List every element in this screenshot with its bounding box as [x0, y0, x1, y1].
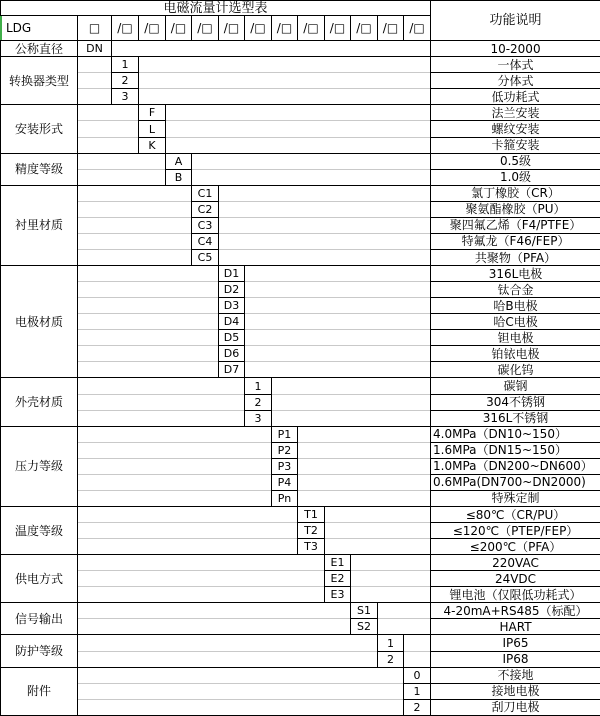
option-code: T1 — [298, 506, 325, 522]
spacer-cell — [78, 378, 245, 394]
option-description: 锂电池（仅限低功耗式） — [431, 587, 600, 603]
option-code: C3 — [192, 217, 219, 233]
option-code: D6 — [219, 346, 245, 362]
option-code: 1 — [378, 635, 404, 651]
spacer-cell — [78, 201, 192, 217]
table-row — [1, 121, 600, 137]
option-description: 钛合金 — [431, 282, 600, 298]
option-code: T3 — [298, 539, 325, 555]
table-row — [1, 282, 600, 298]
spacer-cell — [78, 571, 325, 587]
option-description: 聚氨酯橡胶（PU） — [431, 201, 600, 217]
spacer-cell — [78, 490, 272, 506]
spacer-cell — [78, 635, 378, 651]
spacer-cell — [298, 458, 431, 474]
table-row — [1, 346, 600, 362]
spacer-cell — [298, 426, 431, 442]
option-code: 1 — [245, 378, 272, 394]
option-code: E3 — [325, 587, 351, 603]
table-row — [1, 619, 600, 635]
option-description: 铂铱电极 — [431, 346, 600, 362]
table-row — [1, 378, 600, 394]
spacer-cell — [139, 89, 431, 105]
spacer-cell — [325, 523, 431, 539]
option-description: 刮刀电极 — [431, 699, 600, 715]
option-code: C1 — [192, 185, 219, 201]
table-row — [1, 314, 600, 330]
option-code: C2 — [192, 201, 219, 217]
spacer-cell — [351, 571, 431, 587]
option-description: 220VAC — [431, 555, 600, 571]
spacer-cell — [192, 169, 431, 185]
category-label: 温度等级 — [1, 506, 78, 554]
option-code: Pn — [272, 490, 298, 506]
spacer-cell — [325, 506, 431, 522]
table-row — [1, 555, 600, 571]
option-code: S2 — [351, 619, 378, 635]
spacer-cell — [245, 282, 431, 298]
spacer-cell — [272, 410, 431, 426]
category-label: 安装形式 — [1, 105, 78, 153]
table-row — [1, 442, 600, 458]
spacer-cell — [78, 73, 112, 89]
option-description: ≤120℃（PTEP/FEP） — [431, 523, 600, 539]
category-label: 精度等级 — [1, 153, 78, 185]
option-description: 316L不锈钢 — [431, 410, 600, 426]
table-row — [1, 105, 600, 121]
option-code: P1 — [272, 426, 298, 442]
option-description: 哈B电极 — [431, 298, 600, 314]
option-description: 0.6MPa(DN700~DN2000) — [431, 474, 600, 490]
table-row — [1, 523, 600, 539]
model-slot: /□ — [166, 16, 192, 41]
option-code: D1 — [219, 266, 245, 282]
spacer-cell — [245, 266, 431, 282]
category-label: 供电方式 — [1, 555, 78, 603]
spacer-cell — [139, 73, 431, 89]
table-row — [1, 490, 600, 506]
selection-table-body — [1, 1, 600, 716]
spacer-cell — [78, 362, 219, 378]
spacer-cell — [78, 651, 378, 667]
table-row — [1, 506, 600, 522]
table-row — [1, 330, 600, 346]
spacer-cell — [78, 346, 219, 362]
model-slot: /□ — [298, 16, 325, 41]
spacer-cell — [78, 153, 166, 169]
model-slot: /□ — [351, 16, 378, 41]
option-description: ≤80℃（CR/PU） — [431, 506, 600, 522]
spacer-cell — [78, 442, 272, 458]
spacer-cell — [245, 362, 431, 378]
spacer-cell — [78, 699, 404, 715]
option-description: 低功耗式 — [431, 89, 600, 105]
table-row — [1, 410, 600, 426]
spacer-cell — [298, 474, 431, 490]
spacer-cell — [78, 137, 139, 153]
spacer-cell — [78, 314, 219, 330]
table-row — [1, 539, 600, 555]
table-row — [1, 635, 600, 651]
option-code: 2 — [404, 699, 431, 715]
category-label: 信号输出 — [1, 603, 78, 635]
spacer-cell — [219, 185, 431, 201]
table-row — [1, 298, 600, 314]
table-row — [1, 266, 600, 282]
spacer-cell — [112, 41, 431, 57]
spacer-cell — [78, 458, 272, 474]
table-row — [1, 217, 600, 233]
model-slot: /□ — [219, 16, 245, 41]
spacer-cell — [78, 233, 192, 249]
category-label: 衬里材质 — [1, 185, 78, 265]
spacer-cell — [78, 603, 351, 619]
spacer-cell — [378, 603, 431, 619]
option-code: 2 — [378, 651, 404, 667]
option-code: 3 — [112, 89, 139, 105]
spacer-cell — [378, 619, 431, 635]
spacer-cell — [78, 169, 166, 185]
spacer-cell — [78, 330, 219, 346]
table-row — [1, 571, 600, 587]
category-label: 转换器类型 — [1, 57, 78, 105]
spacer-cell — [272, 378, 431, 394]
spacer-cell — [78, 121, 139, 137]
spacer-cell — [78, 523, 298, 539]
table-row — [1, 137, 600, 153]
table-row — [1, 699, 600, 715]
model-slot: /□ — [272, 16, 298, 41]
option-description: 1.0级 — [431, 169, 600, 185]
spacer-cell — [298, 442, 431, 458]
model-slot: /□ — [378, 16, 404, 41]
option-description: 共聚物（PFA） — [431, 249, 600, 265]
option-description: 316L电极 — [431, 266, 600, 282]
spacer-cell — [219, 249, 431, 265]
spacer-cell — [166, 121, 431, 137]
option-code: 2 — [112, 73, 139, 89]
spacer-cell — [78, 249, 192, 265]
category-label: 公称直径 — [1, 41, 78, 57]
spacer-cell — [404, 635, 431, 651]
spacer-cell — [78, 217, 192, 233]
table-row — [1, 185, 600, 201]
option-description: 钽电极 — [431, 330, 600, 346]
spacer-cell — [272, 394, 431, 410]
model-slot: /□ — [112, 16, 139, 41]
option-description: ≤200℃（PFA） — [431, 539, 600, 555]
spacer-cell — [78, 105, 139, 121]
spacer-cell — [219, 217, 431, 233]
spacer-cell — [166, 137, 431, 153]
table-row — [1, 458, 600, 474]
table-row — [1, 169, 600, 185]
spacer-cell — [219, 233, 431, 249]
spacer-cell — [325, 539, 431, 555]
page-title: 电磁流量计选型表 — [1, 1, 431, 16]
spacer-cell — [245, 314, 431, 330]
spacer-cell — [78, 474, 272, 490]
spacer-cell — [78, 57, 112, 73]
model-slot: /□ — [245, 16, 272, 41]
option-code: 3 — [245, 410, 272, 426]
option-code: D7 — [219, 362, 245, 378]
category-label: 外壳材质 — [1, 378, 78, 426]
spacer-cell — [166, 105, 431, 121]
spacer-cell — [78, 394, 245, 410]
option-code: K — [139, 137, 166, 153]
option-code: 1 — [404, 683, 431, 699]
table-row — [1, 683, 600, 699]
spacer-cell — [351, 587, 431, 603]
option-code: C5 — [192, 249, 219, 265]
table-row — [1, 603, 600, 619]
option-description: IP68 — [431, 651, 600, 667]
green-flag-mark — [0, 16, 2, 40]
option-description: 一体式 — [431, 57, 600, 73]
table-row — [1, 394, 600, 410]
option-code: 1 — [112, 57, 139, 73]
spacer-cell — [78, 555, 325, 571]
category-label: 附件 — [1, 667, 78, 715]
option-description: 分体式 — [431, 73, 600, 89]
spacer-cell — [245, 330, 431, 346]
spacer-cell — [78, 506, 298, 522]
option-code: P2 — [272, 442, 298, 458]
table-row — [1, 233, 600, 249]
option-description: 4.0MPa（DN10~150） — [431, 426, 600, 442]
option-description: IP65 — [431, 635, 600, 651]
option-description: 304不锈钢 — [431, 394, 600, 410]
table-row — [1, 651, 600, 667]
option-description: 10-2000 — [431, 41, 600, 57]
option-code: F — [139, 105, 166, 121]
option-code: D4 — [219, 314, 245, 330]
spacer-cell — [78, 683, 404, 699]
spacer-cell — [139, 57, 431, 73]
category-label: 压力等级 — [1, 426, 78, 506]
spacer-cell — [78, 282, 219, 298]
table-row — [1, 362, 600, 378]
spacer-cell — [78, 185, 192, 201]
option-code: 2 — [245, 394, 272, 410]
spacer-cell — [192, 153, 431, 169]
model-slot: /□ — [404, 16, 431, 41]
spacer-cell — [219, 201, 431, 217]
option-description: 碳钢 — [431, 378, 600, 394]
option-code: D5 — [219, 330, 245, 346]
option-description: 碳化钨 — [431, 362, 600, 378]
category-label: 防护等级 — [1, 635, 78, 667]
function-column-header: 功能说明 — [431, 1, 600, 41]
model-box: □ — [78, 16, 112, 41]
spacer-cell — [404, 651, 431, 667]
option-code: 0 — [404, 667, 431, 683]
table-row — [1, 41, 600, 57]
option-code: T2 — [298, 523, 325, 539]
model-slot: /□ — [192, 16, 219, 41]
option-description: 螺纹安装 — [431, 121, 600, 137]
option-code: D3 — [219, 298, 245, 314]
table-row — [1, 89, 600, 105]
option-code: C4 — [192, 233, 219, 249]
table-row — [1, 57, 600, 73]
option-description: 法兰安装 — [431, 105, 600, 121]
option-code: E2 — [325, 571, 351, 587]
spacer-cell — [78, 667, 404, 683]
spacer-cell — [78, 587, 325, 603]
option-code: A — [166, 153, 192, 169]
option-description: 聚四氟乙烯（F4/PTFE） — [431, 217, 600, 233]
option-code: E1 — [325, 555, 351, 571]
table-row — [1, 249, 600, 265]
option-description: 特殊定制 — [431, 490, 600, 506]
spacer-cell — [298, 490, 431, 506]
spacer-cell — [78, 89, 112, 105]
table-row — [1, 201, 600, 217]
option-code: L — [139, 121, 166, 137]
option-description: 特氟龙（F46/FEP） — [431, 233, 600, 249]
spacer-cell — [245, 346, 431, 362]
option-code: B — [166, 169, 192, 185]
option-description: 1.0MPa（DN200~DN600） — [431, 458, 600, 474]
spacer-cell — [78, 426, 272, 442]
spacer-cell — [245, 298, 431, 314]
model-prefix: LDG — [1, 16, 78, 41]
table-row — [1, 587, 600, 603]
option-description: HART — [431, 619, 600, 635]
spacer-cell — [351, 555, 431, 571]
table-row — [1, 73, 600, 89]
option-description: 4-20mA+RS485（标配） — [431, 603, 600, 619]
option-description: 0.5级 — [431, 153, 600, 169]
spacer-cell — [78, 539, 298, 555]
option-code: P3 — [272, 458, 298, 474]
table-row — [1, 426, 600, 442]
option-code: P4 — [272, 474, 298, 490]
category-label: 电极材质 — [1, 266, 78, 378]
option-code: D2 — [219, 282, 245, 298]
table-row — [1, 153, 600, 169]
model-slot: /□ — [139, 16, 166, 41]
option-description: 1.6MPa（DN15~150） — [431, 442, 600, 458]
option-description: 哈C电极 — [431, 314, 600, 330]
table-row — [1, 474, 600, 490]
option-description: 卡箍安装 — [431, 137, 600, 153]
spacer-cell — [78, 619, 351, 635]
option-description: 氯丁橡胶（CR） — [431, 185, 600, 201]
option-description: 24VDC — [431, 571, 600, 587]
option-code: DN — [78, 41, 112, 57]
option-code: S1 — [351, 603, 378, 619]
option-description: 接地电极 — [431, 683, 600, 699]
table-row — [1, 667, 600, 683]
spacer-cell — [78, 410, 245, 426]
model-slot: /□ — [325, 16, 351, 41]
option-description: 不接地 — [431, 667, 600, 683]
spacer-cell — [78, 266, 219, 282]
title-row — [1, 1, 600, 16]
spacer-cell — [78, 298, 219, 314]
